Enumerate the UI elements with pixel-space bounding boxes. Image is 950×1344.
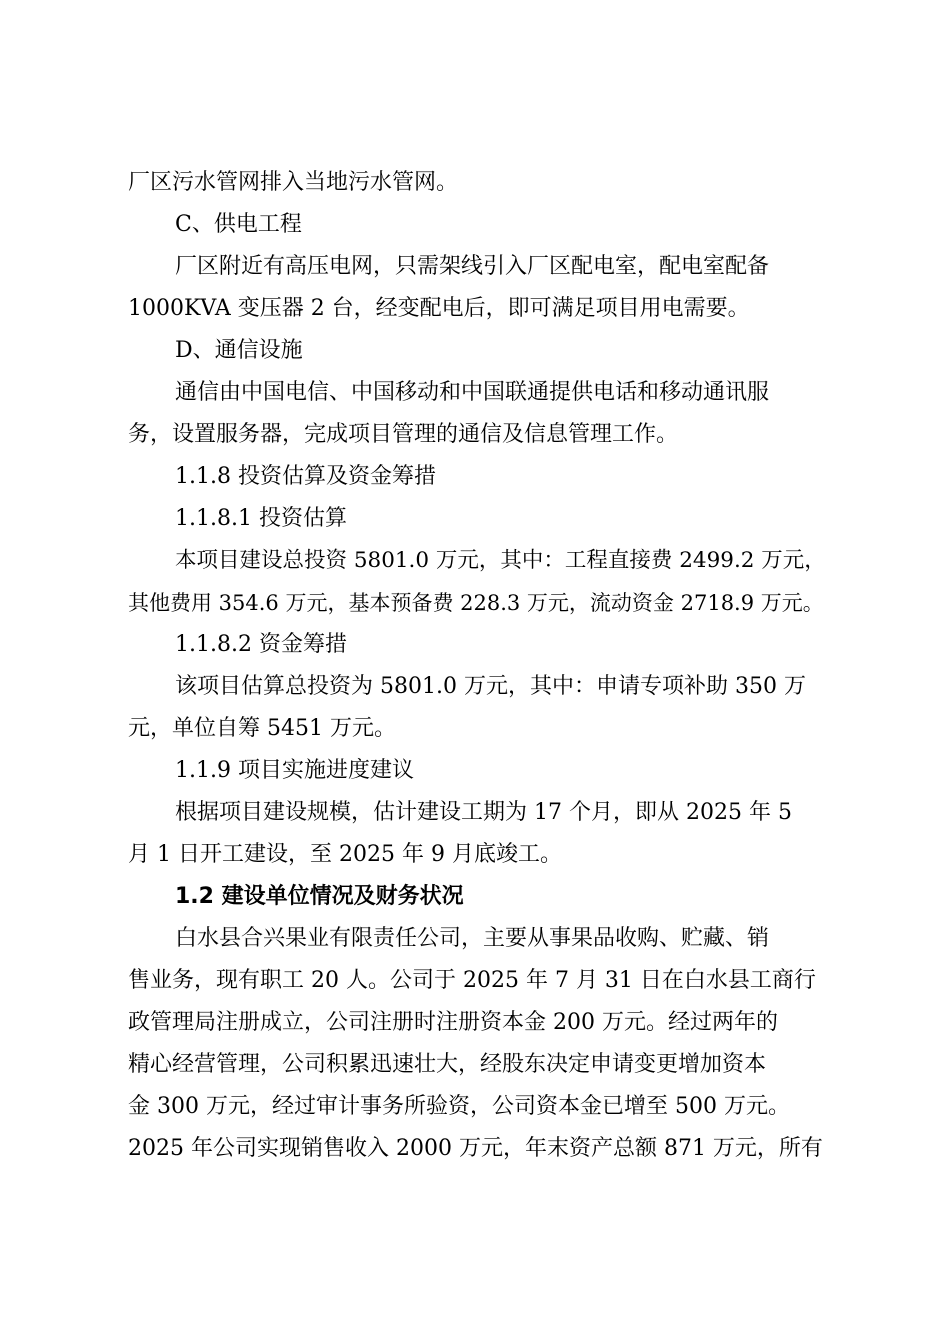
section-heading: 1.1.9 项目实施进度建议 xyxy=(175,758,414,783)
section-heading: 1.1.8 投资估算及资金筹措 xyxy=(175,464,436,489)
paragraph-line: 2025 年公司实现销售收入 2000 万元，年末资产总额 871 万元，所有 xyxy=(128,1136,823,1161)
paragraph-line: 根据项目建设规模，估计建设工期为 17 个月，即从 2025 年 5 xyxy=(175,800,792,825)
paragraph-line: 务，设置服务器，完成项目管理的通信及信息管理工作。 xyxy=(128,422,679,447)
section-heading: 1.1.8.1 投资估算 xyxy=(175,506,347,531)
paragraph-line: 本项目建设总投资 5801.0 万元，其中：工程直接费 2499.2 万元， xyxy=(175,548,826,573)
chapter-heading: 1.2 建设单位情况及财务状况 xyxy=(175,884,464,909)
paragraph-line: 该项目估算总投资为 5801.0 万元，其中：申请专项补助 350 万 xyxy=(175,674,806,699)
paragraph-line: 1000KVA 变压器 2 台，经变配电后，即可满足项目用电需要。 xyxy=(128,296,750,321)
paragraph-line: 精心经营管理，公司积累迅速壮大，经股东决定申请变更增加资本 xyxy=(128,1052,767,1077)
section-heading: C、供电工程 xyxy=(175,212,302,237)
paragraph-line: 通信由中国电信、中国移动和中国联通提供电话和移动通讯服 xyxy=(175,380,770,405)
section-heading: D、通信设施 xyxy=(175,338,303,363)
section-heading: 1.1.8.2 资金筹措 xyxy=(175,632,347,657)
paragraph-line: 白水县合兴果业有限责任公司，主要从事果品收购、贮藏、销 xyxy=(175,926,770,951)
paragraph-line: 其他费用 354.6 万元，基本预备费 228.3 万元，流动资金 2718.9 万元。 xyxy=(128,591,824,615)
document-body xyxy=(128,162,834,1170)
paragraph-line: 月 1 日开工建设，至 2025 年 9 月底竣工。 xyxy=(128,842,562,867)
paragraph-line: 厂区附近有高压电网，只需架线引入厂区配电室，配电室配备 xyxy=(175,254,770,279)
paragraph-line: 售业务，现有职工 20 人。公司于 2025 年 7 月 31 日在白水县工商行 xyxy=(128,968,816,993)
paragraph-line: 政管理局注册成立，公司注册时注册资本金 200 万元。经过两年的 xyxy=(128,1010,778,1035)
paragraph-line: 金 300 万元，经过审计事务所验资，公司资本金已增至 500 万元。 xyxy=(128,1094,790,1119)
paragraph-line: 元，单位自筹 5451 万元。 xyxy=(128,716,396,741)
paragraph-line: 厂区污水管网排入当地污水管网。 xyxy=(128,170,459,195)
